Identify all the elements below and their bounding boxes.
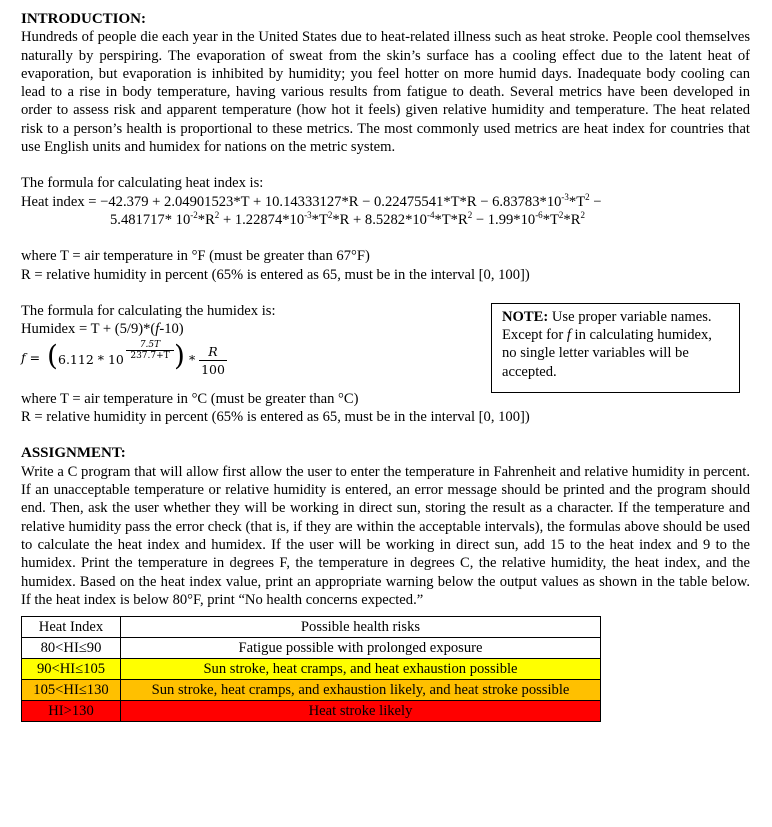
range-cell: 90<HI≤105 (22, 659, 121, 680)
table-row (22, 638, 601, 659)
heat-index-where-r: R = relative humidity in percent (65% is entered as 65, must be in the interval [0, 100]) (21, 266, 530, 283)
header-heat-index: Heat Index (22, 617, 121, 638)
f-fraction: $\frac{R}{100}$ (199, 344, 227, 378)
heat-index-formula-line-1: Heat index = $-42.379 + 2.04901523*T + 10.14333127*R - 0.22475541*T*R - 6.83783*10^{-3}*T^2$ − (21, 191, 602, 210)
humidex-intro: The formula for calculating the humidex is: (21, 302, 276, 319)
f-multiply: * (189, 352, 196, 368)
f-exponent: $\frac{7.5T}{237.7+T}$ (126, 340, 174, 361)
spacer (21, 156, 750, 174)
range-cell: 105<HI≤130 (22, 680, 121, 701)
header-health-risks: Possible health risks (121, 617, 601, 638)
close-paren: ) (174, 339, 185, 373)
spacer (21, 229, 750, 247)
table-header-row (22, 617, 601, 638)
assignment-heading: ASSIGNMENT: (21, 445, 126, 462)
table-row (22, 659, 601, 680)
risk-table (21, 616, 601, 722)
document-page (21, 10, 750, 722)
f-base: 6.112 * 10 (58, 352, 124, 368)
f-label: f = (21, 350, 41, 366)
assignment-paragraph: Write a C program that will allow first allow the user to enter the temperature in Fahrenheit and relative humidity in percent. If an unacceptable temperature or relative humidity is entered, an error message should be printed and the program should end. Then, ask the user whether they will be working in direct sun, storing the result as a character. If the temperature and relative humidity pass the error check (that is, if they are within the acceptable intervals), the formulas above should be used to calculate the heat index and humidex. If the user will be working in direct sun, add 15 to the heat index and 9 to the humidex. Print the temperature in degrees F, the temperature in degrees C, the relative humidity, the heat index, and the humidex. Based on the heat index value, print an appropriate warning below the output values as shown in the table below. If the heat index is below 80°F, print “No health concerns expected.” (21, 463, 750, 608)
spacer (21, 426, 750, 444)
spacer (21, 284, 750, 302)
humidex-block (21, 302, 750, 390)
humidex-where-r: R = relative humidity in percent (65% is entered as 65, must be in the interval [0, 100]) (21, 409, 530, 426)
heat-index-where-t: where T = air temperature in °F (must be greater than 67°F) (21, 248, 370, 265)
introduction-heading: INTRODUCTION: (21, 11, 147, 27)
introduction-paragraph: Hundreds of people die each year in the United States due to heat-related illness such as heat stroke. People cool themselves naturally by perspiring. The evaporation of sweat from the skin’s surface has a cooling effect due to the latent heat of evaporation, but evaporation is inhibited by humidity; you feel hotter on more humid days. Inadequate body cooling can lead to a rise in body temperature, having various results from fatigue to death. Several metrics have been developed in order to assess risk and apparent temperature (how hot it feels) given relative humidity and temperature. The heat related risk to a person’s health is proportional to these metrics. The most commonly used metrics are heat index for countries that use English units and humidex for nations on the metric system. (21, 29, 750, 156)
risk-cell: Fatigue possible with prolonged exposure (121, 638, 601, 659)
humidex-formula: Humidex = T + (5/9)*(f-10) (21, 321, 184, 338)
open-paren: ( (47, 339, 58, 373)
range-cell: HI>130 (22, 701, 121, 722)
risk-cell: Sun stroke, heat cramps, and exhaustion likely, and heat stroke possible (121, 680, 601, 701)
range-cell: 80<HI≤90 (22, 638, 121, 659)
table-row (22, 701, 601, 722)
humidex-where-t: where T = air temperature in °C (must be greater than °C) (21, 390, 359, 407)
table-row (22, 680, 601, 701)
heat-index-formula-line-2: 5.481717* $10^{-2}*R^2 + 1.22874*10^{-3}*T^2*R + 8.5282*10^{-4}*T*R^2 - 1.99*10^{-6}*T^2*R^2$ (110, 209, 585, 228)
risk-cell: Sun stroke, heat cramps, and heat exhaustion possible (121, 659, 601, 680)
heat-index-intro: The formula for calculating heat index is: (21, 175, 264, 192)
note-box: NOTE: Use proper variable names. Except for f in calculating humidex, no single letter variables will be accepted. (491, 303, 740, 393)
risk-cell: Heat stroke likely (121, 701, 601, 722)
